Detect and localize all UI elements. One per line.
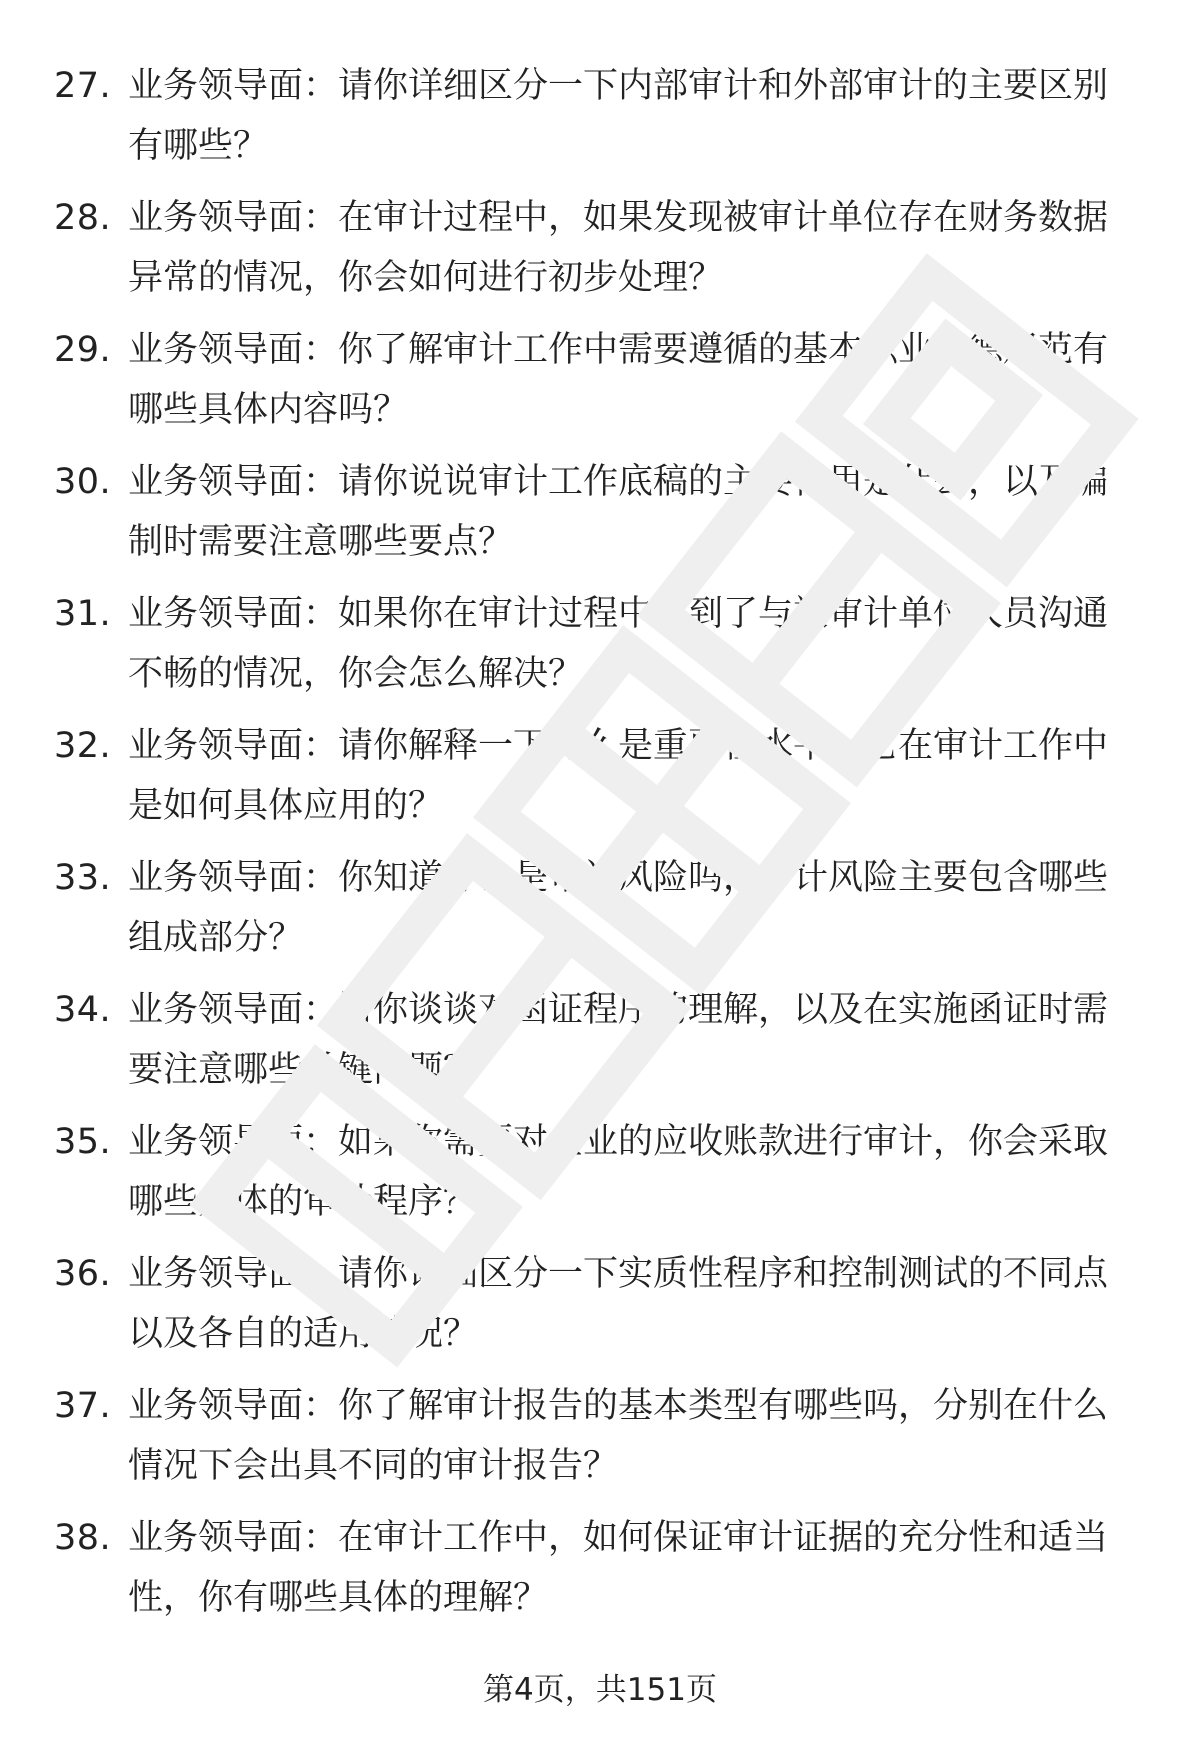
question-item (0, 452, 1200, 584)
question-text: 业务领导面：在审计工作中，如何保证审计证据的充分性和适当性，你有哪些具体的理解？ (128, 1518, 1109, 1618)
question-text: 业务领导面：如果你在审计过程中遇到了与被审计单位人员沟通不畅的情况，你会怎么解决？ (128, 594, 1109, 694)
question-text: 业务领导面：在审计过程中，如果发现被审计单位存在财务数据异常的情况，你会如何进行初步处理？ (128, 198, 1109, 298)
question-number: 37. (54, 1386, 112, 1426)
question-text: 业务领导面：请你详细区分一下内部审计和外部审计的主要区别有哪些？ (128, 66, 1109, 166)
question-item (0, 584, 1200, 716)
question-number: 30. (54, 462, 112, 502)
question-list (0, 56, 1200, 1640)
question-item (0, 716, 1200, 848)
question-item (0, 56, 1200, 188)
question-number: 36. (54, 1254, 112, 1294)
question-text: 业务领导面：请你谈谈对函证程序的理解，以及在实施函证时需要注意哪些关键问题？ (128, 990, 1109, 1090)
question-item (0, 980, 1200, 1112)
question-number: 33. (54, 858, 112, 898)
question-text: 业务领导面：请你说说审计工作底稿的主要作用是什么，以及编制时需要注意哪些要点？ (128, 462, 1109, 562)
question-item (0, 320, 1200, 452)
question-item (0, 1508, 1200, 1640)
question-text: 业务领导面：你知道什么是审计风险吗，审计风险主要包含哪些组成部分？ (128, 858, 1109, 958)
question-number: 29. (54, 330, 112, 370)
question-item (0, 1244, 1200, 1376)
question-text: 业务领导面：你了解审计工作中需要遵循的基本职业道德规范有哪些具体内容吗？ (128, 330, 1109, 430)
question-item (0, 1112, 1200, 1244)
page-number-footer: 第4页，共151页 (483, 1672, 717, 1708)
question-number: 31. (54, 594, 112, 634)
question-number: 34. (54, 990, 112, 1030)
question-number: 27. (54, 66, 112, 106)
question-text: 业务领导面：请你详细区分一下实质性程序和控制测试的不同点以及各自的适用情况？ (128, 1254, 1109, 1354)
question-item (0, 188, 1200, 320)
question-number: 32. (54, 726, 112, 766)
question-text: 业务领导面：请你解释一下什么是重要性水平，它在审计工作中是如何具体应用的？ (128, 726, 1109, 826)
question-item (0, 1376, 1200, 1508)
question-item (0, 848, 1200, 980)
question-number: 38. (54, 1518, 112, 1558)
question-text: 业务领导面：你了解审计报告的基本类型有哪些吗，分别在什么情况下会出具不同的审计报告？ (128, 1386, 1109, 1486)
question-number: 35. (54, 1122, 112, 1162)
question-number: 28. (54, 198, 112, 238)
question-text: 业务领导面：如果你需要对企业的应收账款进行审计，你会采取哪些具体的审计程序？ (128, 1122, 1109, 1222)
